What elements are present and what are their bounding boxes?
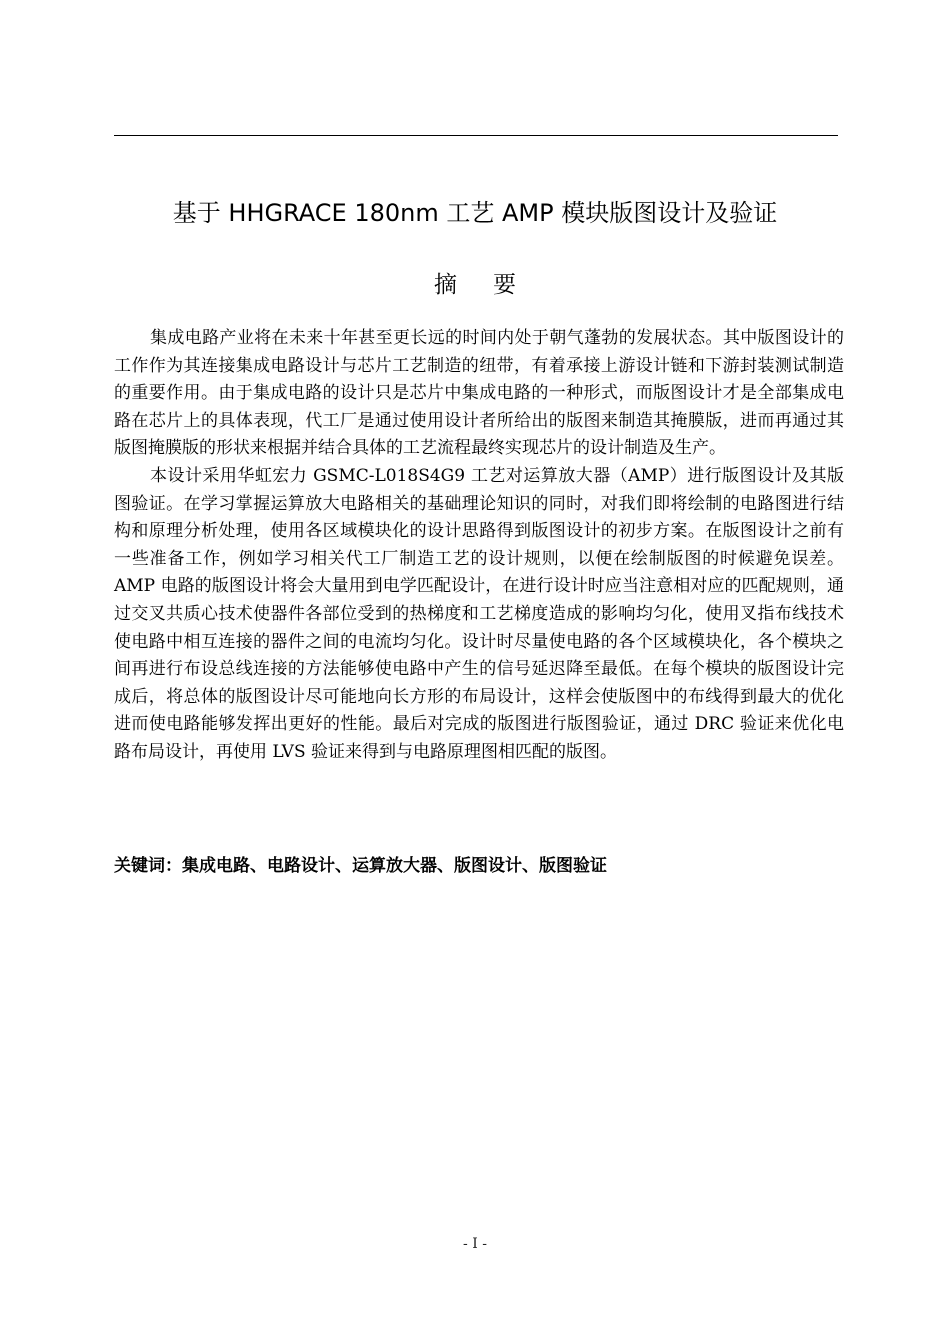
keywords-line: 关键词：集成电路、电路设计、运算放大器、版图设计、版图验证 xyxy=(114,856,607,876)
abstract-heading: 摘要 xyxy=(434,272,552,298)
abstract-body xyxy=(114,325,844,767)
page-number: - I - xyxy=(463,1236,487,1252)
header-rule xyxy=(114,135,838,136)
document-title: 基于 HHGRACE 180nm 工艺 AMP 模块版图设计及验证 xyxy=(172,199,778,227)
abstract-paragraph-2: 本设计采用华虹宏力 GSMC-L018S4G9 工艺对运算放大器（AMP）进行版图设计及其版图验证。在学习掌握运算放大电路相关的基础理论知识的同时，对我们即将绘制的电路图进行结构和原理分析处理，使用各区域模块化的设计思路得到版图设计的初步方案。在版图设计之前有一些准备工作，例如学习相关代工厂制造工艺的设计规则，以便在绘制版图的时候避免误差。AMP 电路的版图设计将会大量用到电学匹配设计，在进行设计时应当注意相对应的匹配规则，通过交叉共质心技术使器件各部位受到的热梯度和工艺梯度造成的影响均匀化，使用叉指布线技术使电路中相互连接的器件之间的电流均匀化。设计时尽量使电路的各个区域模块化，各个模块之间再进行布设总线连接的方法能够使电路中产生的信号延迟降至最低。在每个模块的版图设计完成后，将总体的版图设计尽可能地向长方形的布局设计，这样会使版图中的布线得到最大的优化进而使电路能够发挥出更好的性能。最后对完成的版图进行版图验证，通过 DRC 验证来优化电路布局设计，再使用 LVS 验证来得到与电路原理图相匹配的版图。 xyxy=(114,465,844,762)
abstract-paragraph-1: 集成电路产业将在未来十年甚至更长远的时间内处于朝气蓬勃的发展状态。其中版图设计的工作作为其连接集成电路设计与芯片工艺制造的纽带，有着承接上游设计链和下游封装测试制造的重要作用。由于集成电路的设计只是芯片中集成电路的一种形式，而版图设计才是全部集成电路在芯片上的具体表现，代工厂是通过使用设计者所给出的版图来制造其掩膜版，进而再通过其版图掩膜版的形状来根据并结合具体的工艺流程最终实现芯片的设计制造及生产。 xyxy=(114,328,844,459)
